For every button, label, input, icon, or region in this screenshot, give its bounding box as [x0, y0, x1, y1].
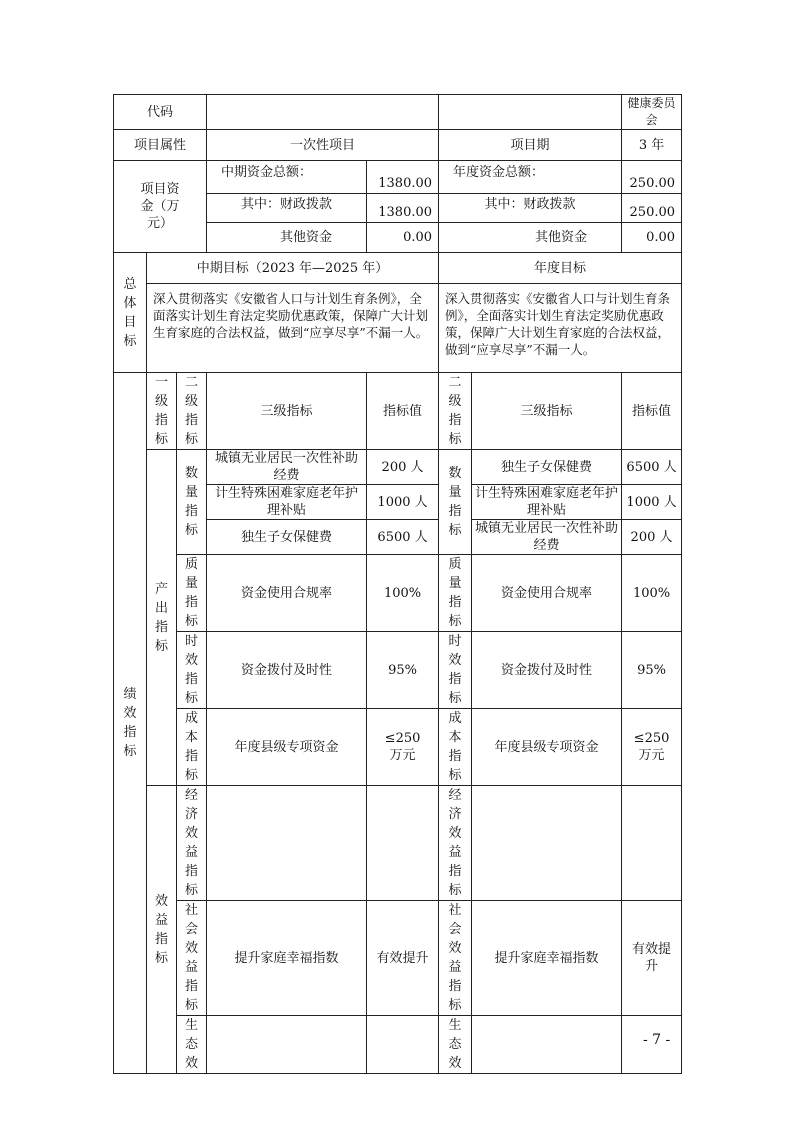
- year-level3-header: 三级指标: [472, 373, 622, 450]
- year-quantity-value: 200 人: [622, 520, 682, 555]
- year-quantity-name: 城镇无业居民一次性补助经费: [472, 520, 622, 555]
- mid-timeliness-value: 95%: [367, 632, 439, 709]
- project-attr-label: 项目属性: [114, 130, 207, 161]
- project-attr-value: 一次性项目: [207, 130, 439, 161]
- year-social-label: 社会效益指标: [439, 901, 472, 1016]
- year-timeliness-name: 资金拨付及时性: [472, 632, 622, 709]
- year-quantity-value: 6500 人: [622, 450, 682, 485]
- mid-quantity-name: 独生子女保健费: [207, 520, 367, 555]
- mid-other-value: 0.00: [367, 223, 439, 253]
- page-number: - 7 -: [643, 1032, 671, 1048]
- mid-goal-text: 深入贯彻落实《安徽省人口与计划生育条例》，全面落实计划生育法定奖励优惠政策，保障广大计划生育家庭的合法权益，做到“应享尽享”不漏一人。: [147, 284, 439, 373]
- year-quantity-value: 1000 人: [622, 485, 682, 520]
- year-ecology-label: 生态效: [439, 1016, 472, 1074]
- year-level2-header: 二级指标: [439, 373, 472, 450]
- mid-ecology-value: [367, 1016, 439, 1074]
- mid-cost-label: 成本指标: [177, 709, 207, 786]
- mid-quantity-value: 200 人: [367, 450, 439, 485]
- mid-total-label: 中期资金总额：: [207, 161, 367, 194]
- year-quantity-name: 独生子女保健费: [472, 450, 622, 485]
- mid-quality-name: 资金使用合规率: [207, 555, 367, 632]
- year-quality-name: 资金使用合规率: [472, 555, 622, 632]
- mid-social-label: 社会效益指标: [177, 901, 207, 1016]
- year-cost-value: ≤250 万元: [622, 709, 682, 786]
- mid-timeliness-label: 时效指标: [177, 632, 207, 709]
- year-other-value: 0.00: [622, 223, 682, 253]
- year-fiscal-label: 其中：财政拨款: [439, 194, 622, 223]
- mid-fiscal-value: 1380.00: [367, 194, 439, 223]
- mid-fiscal-label: 其中：财政拨款: [207, 194, 367, 223]
- year-economic-name: [472, 786, 622, 901]
- mid-goal-header: 中期目标（2023 年—2025 年）: [147, 253, 439, 284]
- mid-cost-value: ≤250 万元: [367, 709, 439, 786]
- mid-other-label: 其他资金: [207, 223, 367, 253]
- mid-economic-name: [207, 786, 367, 901]
- mid-economic-value: [367, 786, 439, 901]
- mid-quality-value: 100%: [367, 555, 439, 632]
- mid-quality-label: 质量指标: [177, 555, 207, 632]
- year-social-value: 有效提升: [622, 901, 682, 1016]
- level2-header: 二级指标: [177, 373, 207, 450]
- year-quantity-label: 数量指标: [439, 450, 472, 555]
- mid-ecology-name: [207, 1016, 367, 1074]
- mid-timeliness-name: 资金拨付及时性: [207, 632, 367, 709]
- year-goal-text: 深入贯彻落实《安徽省人口与计划生育条例》，全面落实计划生育法定奖励优惠政策，保障广大计划生育家庭的合法权益，做到“应享尽享”不漏一人。: [439, 284, 682, 373]
- year-goal-header: 年度目标: [439, 253, 682, 284]
- mid-social-name: 提升家庭幸福指数: [207, 901, 367, 1016]
- year-value-header: 指标值: [622, 373, 682, 450]
- year-ecology-name: [472, 1016, 622, 1074]
- mid-quantity-label: 数量指标: [177, 450, 207, 555]
- mid-social-value: 有效提升: [367, 901, 439, 1016]
- mid-total-value: 1380.00: [367, 161, 439, 194]
- mid-quantity-name: 城镇无业居民一次性补助经费: [207, 450, 367, 485]
- output-indicator-label: 产出指标: [147, 450, 177, 786]
- year-social-name: 提升家庭幸福指数: [472, 901, 622, 1016]
- year-fiscal-value: 250.00: [622, 194, 682, 223]
- year-other-label: 其他资金: [439, 223, 622, 253]
- mid-quantity-value: 1000 人: [367, 485, 439, 520]
- year-timeliness-label: 时效指标: [439, 632, 472, 709]
- project-period-value: 3 年: [622, 130, 682, 161]
- year-economic-label: 经济效益指标: [439, 786, 472, 901]
- performance-target-table: [113, 94, 682, 1074]
- mid-ecology-label: 生态效: [177, 1016, 207, 1074]
- year-total-label: 年度资金总额：: [439, 161, 622, 194]
- code-value: [207, 95, 439, 130]
- effect-indicator-label: 效益指标: [147, 786, 177, 1074]
- year-cost-name: 年度县级专项资金: [472, 709, 622, 786]
- mid-quantity-name: 计生特殊困难家庭老年护理补贴: [207, 485, 367, 520]
- year-quality-value: 100%: [622, 555, 682, 632]
- year-quantity-name: 计生特殊困难家庭老年护理补贴: [472, 485, 622, 520]
- project-period-label: 项目期: [439, 130, 622, 161]
- year-quality-label: 质量指标: [439, 555, 472, 632]
- code-blank: [439, 95, 622, 130]
- mid-cost-name: 年度县级专项资金: [207, 709, 367, 786]
- mid-level3-header: 三级指标: [207, 373, 367, 450]
- indicators-section-label: 绩效指标: [114, 373, 147, 1074]
- goals-label: 总体目标: [114, 253, 147, 373]
- code-label: 代码: [114, 95, 207, 130]
- funds-label: 项目资金（万元）: [114, 161, 207, 253]
- mid-economic-label: 经济效益指标: [177, 786, 207, 901]
- mid-quantity-value: 6500 人: [367, 520, 439, 555]
- level1-header: 一级指标: [147, 373, 177, 450]
- year-cost-label: 成本指标: [439, 709, 472, 786]
- unit-value: 健康委员会: [622, 95, 682, 130]
- year-timeliness-value: 95%: [622, 632, 682, 709]
- year-economic-value: [622, 786, 682, 901]
- mid-value-header: 指标值: [367, 373, 439, 450]
- year-total-value: 250.00: [622, 161, 682, 194]
